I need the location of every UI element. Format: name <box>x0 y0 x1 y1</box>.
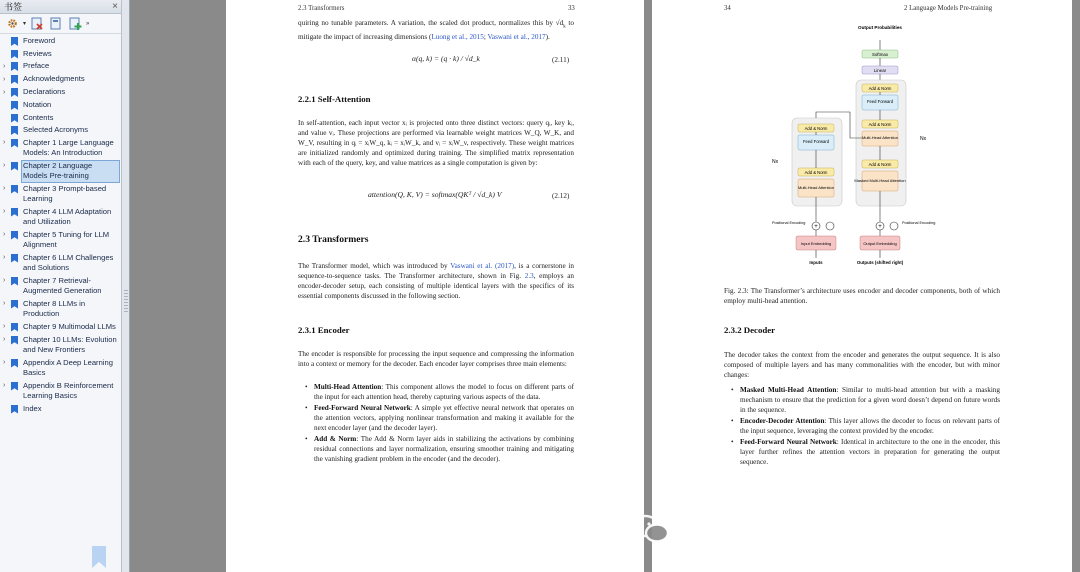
spacer <box>3 100 11 101</box>
new-bookmark-icon <box>49 17 63 31</box>
bookmark-label: Preface <box>23 61 50 70</box>
section-heading-2-3-2: 2.3.2 Decoder <box>724 325 776 335</box>
diagram-label: Add & Norm <box>868 86 892 91</box>
spacer <box>3 49 11 50</box>
bookmark-icon <box>11 75 18 84</box>
bookmark-label: Selected Acronyms <box>23 125 88 134</box>
bookmark-item[interactable] <box>0 380 121 403</box>
panel-splitter[interactable] <box>122 0 130 572</box>
bookmark-label: Chapter 2 Language Models Pre-training <box>22 161 119 182</box>
bookmark-item[interactable] <box>0 137 121 160</box>
decoder-repeat-label: Nx <box>920 136 927 142</box>
spacer <box>3 36 11 37</box>
chevron-right-icon[interactable]: › <box>3 277 6 284</box>
delete-bookmark-icon <box>30 17 44 31</box>
diagram-label: Output Probabilities <box>858 25 902 30</box>
bookmark-item[interactable] <box>0 124 121 137</box>
bookmark-item[interactable] <box>0 86 121 99</box>
bookmark-label: Chapter 10 LLMs: Evolution and New Frontiers <box>23 334 117 354</box>
diagram-label: Add & Norm <box>868 162 892 167</box>
intro-subscript: k <box>563 24 566 30</box>
bookmark-label: Chapter 5 Tuning for LLM Alignment <box>23 229 110 249</box>
diagram-label: Feed Forward <box>802 139 830 144</box>
bookmark-icon <box>11 185 18 194</box>
bookmark-icon <box>11 37 18 46</box>
bookmark-label: Chapter 3 Prompt-based Learning <box>23 183 107 203</box>
chevron-right-icon[interactable]: › <box>3 75 6 83</box>
bullet-item <box>302 434 574 464</box>
equation-number: (2.12) <box>552 192 570 200</box>
chevron-down-icon[interactable]: ▾ <box>23 21 27 27</box>
bookmark-label: Chapter 1 Large Language Models: An Introduction <box>23 137 114 157</box>
diagram-label: Add & Norm <box>804 126 828 131</box>
equation-2-11: α(q, k) = (q · k) / √d_k <box>412 54 480 63</box>
chevron-right-icon[interactable]: › <box>3 62 6 70</box>
diagram-label: Positional Encoding <box>772 221 806 225</box>
chevron-right-icon[interactable]: › <box>3 162 6 169</box>
bookmark-icon <box>11 359 18 368</box>
chevron-right-icon[interactable]: › <box>3 300 6 307</box>
decoder-bullet-list <box>728 385 1000 468</box>
diagram-label: Softmax <box>871 52 889 57</box>
chevron-right-icon[interactable]: › <box>3 382 6 389</box>
bookmark-tree <box>0 34 121 415</box>
add-bookmark-icon <box>68 17 82 31</box>
delete-bookmark-button[interactable] <box>29 16 45 31</box>
bookmark-icon <box>11 323 18 332</box>
page-number: 34 <box>724 5 731 12</box>
bookmark-label: Appendix B Reinforcement Learning Basics <box>23 380 114 400</box>
bookmarks-toolbar <box>0 14 121 34</box>
bullet-text: : A simple yet effective neural network that operates on the attention vectors, applying nonlinear transformation and making it available for the next encoder layer (and the decoder layer). <box>314 404 574 432</box>
citation-link[interactable]: Vaswani et al., 2017 <box>487 33 546 42</box>
bookmark-item[interactable] <box>0 275 121 298</box>
chevron-right-icon[interactable]: › <box>3 336 6 343</box>
close-icon[interactable]: × <box>112 0 118 12</box>
diagram-label: Multi-Head Attention <box>861 135 899 140</box>
figure-caption: Fig. 2.3: The Transformer’s architecture uses encoder and decoder components, both of which employ multi-head attention. <box>724 287 1000 305</box>
transformers-paragraph <box>298 261 574 301</box>
bullet-term: Feed-Forward Neural Network <box>314 404 411 412</box>
running-header: 2 Language Models Pre-training <box>904 5 993 12</box>
bookmark-icon <box>11 300 18 309</box>
diagram-label: Multi-Head Attention <box>797 185 835 190</box>
bookmark-item[interactable] <box>0 298 121 321</box>
encoder-paragraph: The encoder is responsible for processing the input sequence and compressing the information into a context or memory for the decoder. Each encoder layer comprises three main elements: <box>298 350 574 368</box>
bullet-term: Feed-Forward Neural Network <box>740 438 837 446</box>
spacer <box>3 113 11 114</box>
decoder-paragraph: The decoder takes the context from the encoder and generates the output sequence. It is also composed of multiple layers and has many commonalities with the encoder, but with minor changes: <box>724 351 1000 379</box>
bullet-text: : The Add & Norm layer aids in stabilizing the activations by combining residual connections and layer normalization, ensuring smoother training and mitigating the vanishing gradient problem in the encoder (and the decoder). <box>314 435 574 463</box>
chevron-right-icon[interactable]: › <box>3 139 6 146</box>
diagram-label: Add & Norm <box>804 170 828 175</box>
bookmark-icon <box>11 62 18 71</box>
section-heading-2-2-1: 2.2.1 Self-Attention <box>298 94 371 104</box>
bookmarks-panel-title: 书签 <box>4 2 23 12</box>
intro-separator: ; <box>483 33 488 42</box>
new-bookmark-button[interactable] <box>48 16 64 31</box>
diagram-label: Masked Multi-Head Attention <box>854 178 906 183</box>
intro-mid-text: to mitigate the impact of increasing dimensions ( <box>298 19 574 42</box>
gear-icon <box>6 17 19 30</box>
self-attention-paragraph: In self-attention, each input vector xᵢ is projected onto three distinct vectors: query qᵢ, key kᵢ, and value vᵢ. These projections are performed via learnable weight matrices W_Q, W_K, and W_V, resulting in qᵢ = xᵢW_q, kᵢ = xᵢW_k, and vᵢ = xᵢW_v, respectively. These weight matrices are initialized randomly and optimized during training. The simplified matrix representation with each of the query, key, and value matrices as a single computation is given by: <box>298 119 574 167</box>
chevron-right-icon[interactable]: › <box>3 185 6 192</box>
bookmark-icon <box>11 126 18 135</box>
bookmark-item[interactable] <box>0 73 121 86</box>
encoder-repeat-label: Nx <box>772 159 779 165</box>
diagram-label: Linear <box>873 68 887 73</box>
bookmark-label: Acknowledgments <box>23 74 85 83</box>
bookmark-icon <box>11 162 18 171</box>
running-header: 2.3 Transformers <box>298 5 345 12</box>
bullet-text: : This layer allows the decoder to focus on relevant parts of the input sequence, leveraging the context provided by the encoder. <box>740 417 1000 435</box>
bookmark-label: Chapter 7 Retrieval-Augmented Generation <box>23 275 102 295</box>
add-bookmark-button[interactable] <box>67 16 83 31</box>
bookmark-label: Chapter 6 LLM Challenges and Solutions <box>23 252 114 272</box>
encoder-bullet-list <box>302 382 574 465</box>
figure-link[interactable]: 2.3 <box>524 272 534 280</box>
diagram-label: Outputs (shifted right) <box>856 260 904 265</box>
bookmark-item[interactable] <box>0 334 121 357</box>
bookmark-item[interactable] <box>0 403 121 416</box>
bookmark-icon <box>11 231 18 240</box>
bookmark-label: Foreword <box>23 36 56 45</box>
sine-wave-icon <box>890 222 898 230</box>
bullet-item <box>302 403 574 433</box>
bookmark-icon <box>11 208 18 217</box>
wechat-watermark <box>630 512 963 546</box>
bookmark-item[interactable] <box>0 183 121 206</box>
bookmark-label: Index <box>23 403 42 413</box>
bookmark-icon <box>11 254 18 263</box>
bookmark-item[interactable] <box>0 206 121 229</box>
bookmark-item[interactable] <box>0 357 121 380</box>
chevron-double-right-icon[interactable]: » <box>86 20 90 27</box>
bullet-item <box>302 382 574 402</box>
bullet-item <box>728 437 1000 467</box>
section-heading-2-3-1: 2.3.1 Encoder <box>298 325 350 335</box>
bookmark-label: Chapter 8 LLMs in Production <box>23 298 86 318</box>
bookmark-item[interactable] <box>0 252 121 275</box>
bookmark-item[interactable] <box>0 321 121 334</box>
bookmark-icon <box>11 277 18 286</box>
bullet-text: : This component allows the model to focus on different parts of the input for each attention head, thereby capturing various aspects of the data. <box>314 383 575 401</box>
bookmark-label: Chapter 9 Multimodal LLMs <box>23 321 116 331</box>
plus-icon: + <box>878 224 882 230</box>
bookmark-icon <box>11 405 18 414</box>
bookmarks-panel-header <box>0 0 121 14</box>
transformers-text: The Transformer model, which was introduced by <box>298 262 451 270</box>
bookmark-icon <box>11 50 18 59</box>
bullet-term: Encoder-Decoder Attention <box>740 417 825 425</box>
intro-text: quiring no tunable parameters. A variation, the scaled dot product, normalizes this by √d <box>298 19 564 27</box>
diagram-label: Add & Norm <box>868 122 892 127</box>
bookmark-icon <box>11 101 18 110</box>
bookmark-item[interactable] <box>0 229 121 252</box>
bookmark-watermark-icon <box>92 546 106 568</box>
bookmark-label: Contents <box>23 112 54 122</box>
bookmark-item[interactable] <box>0 99 121 112</box>
bookmark-label: Notation <box>23 100 52 109</box>
diagram-label: Output Embedding <box>863 241 897 246</box>
bookmark-item[interactable] <box>0 35 121 48</box>
diagram-label: Feed Forward <box>866 99 894 104</box>
pdf-page-34 <box>652 0 1072 572</box>
chevron-right-icon[interactable]: › <box>3 254 6 261</box>
intro-end-text: ). <box>545 33 550 42</box>
spacer <box>3 404 11 405</box>
equation-number: (2.11) <box>552 56 570 64</box>
transformer-architecture-diagram <box>770 22 966 274</box>
bullet-term: Multi-Head Attention <box>314 383 382 391</box>
bookmark-icon <box>11 382 18 391</box>
bookmark-label: Chapter 4 LLM Adaptation and Utilization <box>23 206 112 226</box>
bullet-term: Add & Norm <box>314 435 357 443</box>
splitter-grip-icon[interactable] <box>124 290 128 314</box>
pdf-page-33 <box>226 0 644 572</box>
bookmark-icon <box>11 114 18 123</box>
bookmark-item[interactable] <box>0 60 121 73</box>
bookmark-item[interactable] <box>0 112 121 125</box>
bullet-text: : Identical in architecture to the one in the encoder, this layer further refines the attention vectors in preparation for generating the output sequence. <box>740 438 1000 466</box>
page-number: 33 <box>568 5 575 12</box>
bookmarks-panel <box>0 0 122 572</box>
plus-icon: + <box>814 224 818 230</box>
transformers-mid-text: , is a cornerstone in sequence-to-sequence tasks. The Transformer architecture, shown in Fig. <box>298 262 575 280</box>
bookmark-label: Declarations <box>23 87 66 96</box>
bookmark-item[interactable] <box>0 48 121 61</box>
transformers-end-text: , employs an encoder-decoder setup, each consisting of multiple identical layers with the specifics of its essential components discussed in the following section. <box>298 272 574 300</box>
spacer <box>3 125 11 126</box>
intro-paragraph <box>298 18 574 42</box>
bookmark-item[interactable] <box>0 160 121 183</box>
bookmark-icon <box>11 88 18 97</box>
bookmark-icon <box>11 139 18 148</box>
options-gear-button[interactable] <box>4 16 20 31</box>
bookmark-label: Reviews <box>23 48 52 58</box>
diagram-label: Positional Encoding <box>902 221 936 225</box>
citation-link[interactable]: Luong et al., 2015 <box>431 33 484 42</box>
diagram-label: Inputs <box>809 260 823 265</box>
chevron-right-icon[interactable]: › <box>3 208 6 215</box>
chevron-right-icon[interactable]: › <box>3 231 6 238</box>
chevron-right-icon[interactable]: › <box>3 323 6 330</box>
diagram-label: Input Embedding <box>800 241 832 246</box>
bullet-item <box>728 385 1000 415</box>
sine-wave-icon <box>826 222 834 230</box>
section-heading-2-3: 2.3 Transformers <box>298 234 369 245</box>
watermark-text: 公众号 · 人工智能学习指南 <box>676 517 963 546</box>
citation-link[interactable]: Vaswani et al. (2017) <box>450 262 515 270</box>
bullet-text: : Similar to multi-head attention but with a masking mechanism to ensure that the prediction for a given word doesn’t depend on future words in the sequence. <box>740 386 1000 414</box>
chevron-right-icon[interactable]: › <box>3 359 6 366</box>
bullet-item <box>728 416 1000 436</box>
equation-2-12: attention(Q, K, V) = softmax(QKᵀ / √d_k) V <box>368 190 502 199</box>
wechat-icon <box>630 513 670 545</box>
bullet-term: Masked Multi-Head Attention <box>740 386 837 394</box>
bookmark-label: Appendix A Deep Learning Basics <box>23 357 113 377</box>
chevron-right-icon[interactable]: › <box>3 88 6 96</box>
bookmark-icon <box>11 336 18 345</box>
